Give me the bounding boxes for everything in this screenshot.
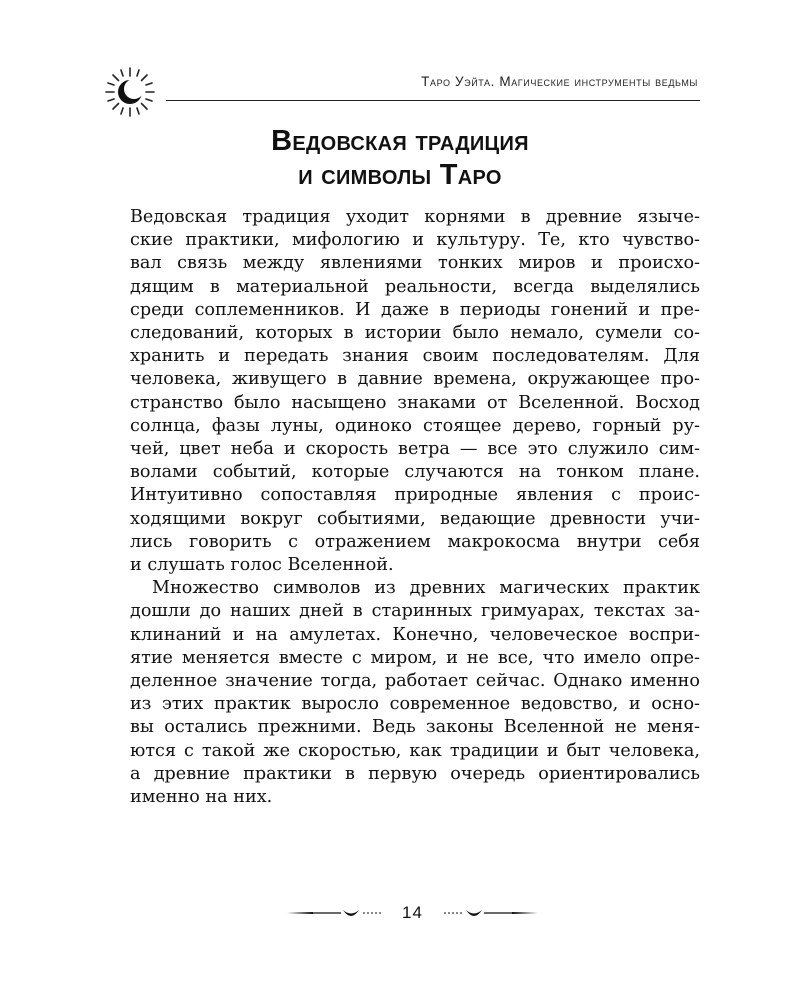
text-line: Интуитивно сопоставляя природные явления с проис-: [130, 485, 700, 506]
paragraph-2: [130, 577, 700, 809]
text-line: лись говорить с отражением макрокосма внутри себя: [130, 531, 700, 552]
text-line: ются с такой же скоростью, как традиции и быт человека,: [130, 740, 700, 761]
text-line: ятие меняется вместе с миром, и не все, что имело опре-: [130, 647, 700, 668]
text-line: человека, живущего в давние времена, окружающее про-: [130, 369, 700, 390]
text-line: вал связь между явлениями тонких миров и происхо-: [130, 253, 700, 274]
header-rule: [166, 100, 700, 101]
text-line: а древние практики в первую очередь ориентировались: [130, 763, 700, 784]
text-line: вы остались прежними. Ведь законы Вселенной не меня-: [130, 717, 700, 738]
page-footer: [285, 900, 540, 930]
text-line: солнца, фазы луны, одиноко стоящее дерево, горный ру-: [130, 415, 700, 436]
chapter-title-line-2: и символы Таро: [298, 159, 502, 191]
crescent-ornament-icon: [440, 900, 540, 930]
text-line: деленное значение тогда, работает сейчас. Однако именно: [130, 671, 700, 692]
text-line: чей, цвет неба и скорость ветра — все это служило сим-: [130, 439, 700, 460]
sun-moon-icon: [100, 62, 160, 122]
running-title: Таро Уэйта. Магические инструменты ведьмы: [421, 74, 698, 89]
page-number: 14: [402, 903, 423, 922]
chapter-title: [0, 124, 800, 192]
text-line: именно на них.: [130, 787, 273, 808]
text-line: среди соплеменников. И даже в периоды гонений и пре-: [130, 299, 700, 320]
text-line: ские практики, мифологию и культуру. Те, кто чувство-: [130, 230, 700, 251]
text-line: следований, которых в истории было немало, сумели со-: [130, 323, 700, 344]
text-line: ходящими вокруг событиями, ведающие древности учи-: [130, 508, 700, 529]
chapter-title-line-1: Ведовская традиция: [271, 125, 529, 157]
text-line: волами событий, которые случаются на тонком плане.: [130, 462, 700, 483]
running-header: [100, 62, 700, 122]
paragraph-1: [130, 206, 700, 577]
text-line: дящим в материальной реальности, всегда выделялись: [130, 276, 700, 297]
text-line: и слушать голос Вселенной.: [130, 555, 394, 576]
text-line: странство было насыщено знаками от Вселенной. Восход: [130, 392, 700, 413]
text-line: хранить и передать знания своим последователям. Для: [130, 346, 700, 367]
text-line: Ведовская традиция уходит корнями в древние языче-: [130, 207, 700, 227]
body-text: [130, 206, 700, 809]
text-line: клинаний и на амулетах. Конечно, человеческое воспри-: [130, 624, 700, 645]
text-line: дошли до наших дней в старинных гримуарах, текстах за-: [130, 601, 700, 622]
text-line: Множество символов из древних магических практик: [152, 578, 700, 599]
text-line: из этих практик выросло современное ведовство, и осно-: [130, 694, 700, 715]
